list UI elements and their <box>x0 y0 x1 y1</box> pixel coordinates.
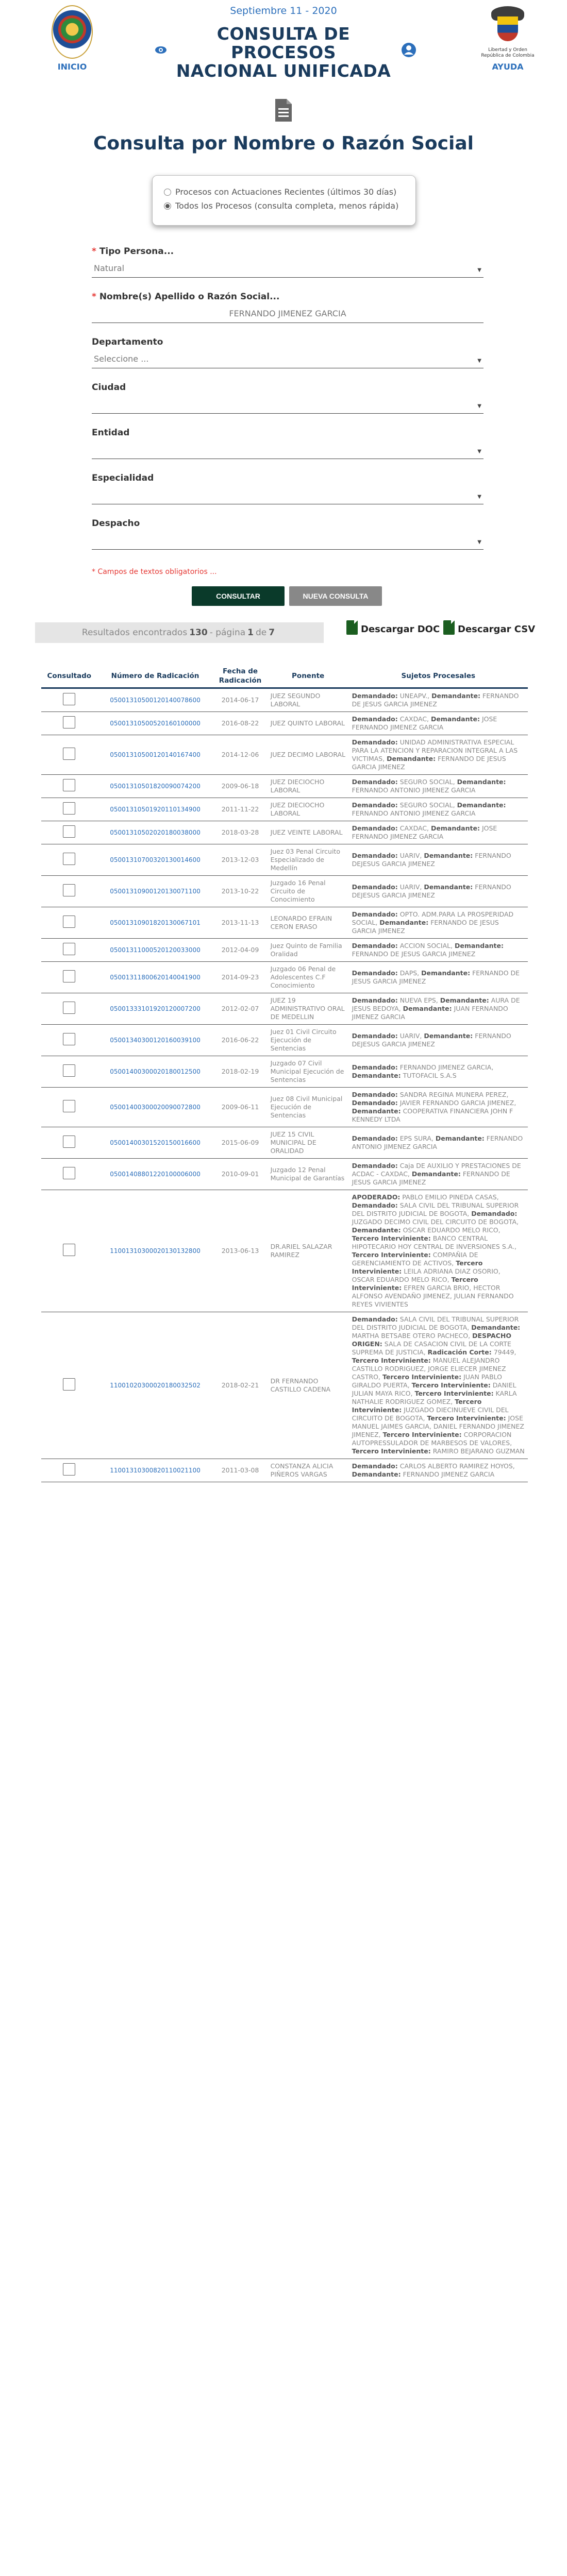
ponente-cell: JUEZ QUINTO LABORAL <box>268 712 349 735</box>
consultado-cell <box>41 939 97 962</box>
option-all[interactable] <box>164 201 415 211</box>
consultado-checkbox[interactable] <box>63 1100 75 1112</box>
option-all-label: Todos los Procesos (consulta completa, menos rápida) <box>175 201 399 211</box>
radicacion-link[interactable]: 11001310300020130132800 <box>97 1190 213 1312</box>
table-header-row <box>41 665 528 688</box>
table-row <box>41 993 528 1025</box>
table-row <box>41 907 528 939</box>
consultado-cell <box>41 1190 97 1312</box>
results-of: de <box>255 628 267 638</box>
csv-file-icon <box>443 620 455 635</box>
table-row <box>41 1127 528 1159</box>
tipo-persona-field <box>92 246 483 292</box>
fecha-cell: 2014-09-23 <box>213 962 267 993</box>
consultado-cell <box>41 1127 97 1159</box>
tipo-persona-label: * Tipo Persona... <box>92 246 174 257</box>
ponente-cell: Juzgado 07 Civil Municipal Ejecución de Sentencias <box>268 1056 349 1088</box>
user-icon[interactable] <box>401 42 416 58</box>
consultado-cell <box>41 1459 97 1482</box>
table-row <box>41 688 528 712</box>
ponente-cell: Juez Quinto de Familia Oralidad <box>268 939 349 962</box>
consultado-cell <box>41 844 97 876</box>
entidad-select[interactable] <box>92 441 483 459</box>
fecha-cell: 2013-12-03 <box>213 844 267 876</box>
ponente-cell: Juzgado 06 Penal de Adolescentes C.F Conocimiento <box>268 962 349 993</box>
sujetos-cell: Demandado: SALA CIVIL DEL TRIBUNAL SUPERIOR DEL DISTRITO JUDICIAL DE BOGOTA, Demandante: MARTHA BETSABE OTERO PACHECO, DESPACHO ORIGEN: SALA DE CASACION CIVIL DE LA CORTE SUPREMA DE JUSTICIA, Radicación Corte: 79449, Tercero Interviniente: MANUEL ALEJANDRO CASTILLO RODRIGUEZ, JORGE ELIECER JIMENEZ CASTRO, Tercero Interviniente: JUAN PABLO GIRALDO PUERTA, Tercero Interviniente: DANIEL JULIAN MAYA RICO, Tercero Interviniente: KARLA NATHALIE RODRIGUEZ GOMEZ, Tercero Interviniente: JUZGADO DIECINUEVE CIVIL DEL CIRCUITO DE BOGOTA, Tercero Interviniente: JOSE MANUEL JAIMES GARCIA, DANIEL FERNANDO JIMENEZ JIMENEZ, Tercero Interviniente: CORPORACION AUTOPRESSULADOR DE MARBESOS DE VALORES, Tercero Interviniente: RAMIRO BEJARANO GUZMAN <box>349 1312 528 1459</box>
despacho-label: Despacho <box>92 518 140 529</box>
sujetos-cell: Demandado: SEGURO SOCIAL, Demandante: FERNANDO ANTONIO JIMENEZ GARCIA <box>349 775 528 798</box>
consultado-checkbox[interactable] <box>63 825 75 838</box>
consultado-cell <box>41 798 97 821</box>
col-ponente: Ponente <box>268 665 349 688</box>
ponente-cell: Juez 08 Civil Municipal Ejecución de Sentencias <box>268 1088 349 1127</box>
consultado-cell <box>41 688 97 712</box>
ciudad-select[interactable] <box>92 396 483 414</box>
fecha-cell: 2013-10-22 <box>213 876 267 907</box>
especialidad-field <box>92 473 483 518</box>
sujetos-cell: Demandado: NUEVA EPS, Demandante: AURA DE JESUS BEDOYA, Demandante: JUAN FERNANDO JIMENEZ GARCIA <box>349 993 528 1025</box>
sujetos-cell: Demandado: UNEAPV., Demandante: FERNANDO DE JESUS GARCIA JIMENEZ <box>349 688 528 712</box>
consultado-cell <box>41 735 97 775</box>
title-line-3: NACIONAL UNIFICADA <box>176 61 391 81</box>
ciudad-field <box>92 382 483 428</box>
radicacion-link[interactable]: 05001310901820130067101 <box>97 907 213 939</box>
fecha-cell: 2011-03-08 <box>213 1459 267 1482</box>
radicacion-link[interactable]: 05001400300020180012500 <box>97 1056 213 1088</box>
option-recent-label: Procesos con Actuaciones Recientes (últimos 30 días) <box>175 187 397 197</box>
fecha-cell: 2018-02-21 <box>213 1312 267 1459</box>
ponente-cell: JUEZ DIECIOCHO LABORAL <box>268 798 349 821</box>
consultado-cell <box>41 1056 97 1088</box>
sujetos-cell: Demandado: CAXDAC, Demandante: JOSE FERNANDO JIMENEZ GARCIA <box>349 821 528 844</box>
page-title: Consulta por Nombre o Razón Social <box>93 133 474 154</box>
sujetos-cell: Demandado: SEGURO SOCIAL, Demandante: FERNANDO ANTONIO JIMENEZ GARCIA <box>349 798 528 821</box>
especialidad-label: Especialidad <box>92 473 154 483</box>
fecha-cell: 2016-06-22 <box>213 1025 267 1056</box>
option-recent[interactable] <box>164 187 415 197</box>
departamento-select[interactable] <box>92 350 483 368</box>
consultado-checkbox[interactable] <box>63 693 75 705</box>
sujetos-cell: Demandado: ACCION SOCIAL, Demandante: FERNANDO DE JESUS GARCIA JIMENEZ <box>349 939 528 962</box>
sujetos-cell: Demandado: Caja DE AUXILIO Y PRESTACIONES DE ACDAC - CAXDAC, Demandante: FERNANDO DE JESUS GARCIA JIMENEZ <box>349 1159 528 1190</box>
consultado-checkbox[interactable] <box>63 970 75 982</box>
inicio-label[interactable]: INICIO <box>57 62 87 72</box>
departamento-label: Departamento <box>92 337 163 347</box>
consultado-cell <box>41 907 97 939</box>
download-csv-button[interactable] <box>443 620 535 635</box>
fecha-cell: 2013-11-13 <box>213 907 267 939</box>
sujetos-cell: Demandado: FERNANDO JIMENEZ GARCIA, Demandante: TUTOFACIL S.A.S <box>349 1056 528 1088</box>
table-row <box>41 1088 528 1127</box>
table-row <box>41 876 528 907</box>
radicacion-link[interactable]: 05001310900120130071100 <box>97 876 213 907</box>
sujetos-cell: Demandado: OPTO. ADM.PARA LA PROSPERIDAD SOCIAL, Demandante: FERNANDO DE JESUS GARCIA JIMENEZ <box>349 907 528 939</box>
radicacion-link[interactable]: 05001310500120140167400 <box>97 735 213 775</box>
header <box>0 0 567 90</box>
ayuda-label[interactable]: AYUDA <box>492 62 524 72</box>
required-note: * Campos de textos obligatorios ... <box>92 568 217 576</box>
col-sujetos: Sujetos Procesales <box>349 665 528 688</box>
document-icon <box>274 98 293 123</box>
fecha-cell: 2011-11-22 <box>213 798 267 821</box>
nombre-label: * Nombre(s) Apellido o Razón Social... <box>92 292 280 302</box>
fecha-cell: 2012-04-09 <box>213 939 267 962</box>
table-row <box>41 1159 528 1190</box>
consultado-checkbox[interactable] <box>63 943 75 955</box>
search-type-options <box>152 175 416 226</box>
radio-all[interactable] <box>164 202 171 210</box>
ponente-cell: JUEZ VEINTE LABORAL <box>268 821 349 844</box>
radicacion-link[interactable]: 05001310502020180038000 <box>97 821 213 844</box>
tipo-persona-value: Natural <box>94 263 125 273</box>
radicacion-link[interactable]: 05001408801220100006000 <box>97 1159 213 1190</box>
results-current-page: 1 <box>247 628 254 638</box>
sujetos-cell: Demandado: SANDRA REGINA MUNERA PEREZ, Demandado: JAVIER FERNANDO GARCIA JIMENEZ, Demandante: COOPERATIVA FINANCIERA JOHN F KENNEDY LTDA <box>349 1088 528 1127</box>
table-row <box>41 775 528 798</box>
ponente-cell: DR.ARIEL SALAZAR RAMIREZ <box>268 1190 349 1312</box>
ponente-cell: JUEZ 19 ADMINISTRATIVO ORAL DE MEDELLIN <box>268 993 349 1025</box>
eye-icon[interactable] <box>155 45 167 55</box>
radicacion-link[interactable]: 05001310700320130014600 <box>97 844 213 876</box>
radicacion-link[interactable]: 05001400301520150016600 <box>97 1127 213 1159</box>
ponente-cell: Juez 03 Penal Circuito Especializado de Medellín <box>268 844 349 876</box>
consultar-button[interactable]: CONSULTAR <box>192 586 285 606</box>
table-row <box>41 939 528 962</box>
consultado-cell <box>41 1312 97 1459</box>
table-row <box>41 844 528 876</box>
fecha-cell: 2012-02-07 <box>213 993 267 1025</box>
ponente-cell: Juzgado 16 Penal Circuito de Conocimiento <box>268 876 349 907</box>
consultado-cell <box>41 821 97 844</box>
table-row <box>41 712 528 735</box>
colombia-shield-icon <box>491 6 524 47</box>
consultado-checkbox[interactable] <box>63 1167 75 1179</box>
current-date: Septiembre 11 - 2020 <box>230 5 337 16</box>
fecha-cell: 2013-06-13 <box>213 1190 267 1312</box>
results-prefix: Resultados encontrados <box>81 628 188 638</box>
radicacion-link[interactable]: 05001311800620140041900 <box>97 962 213 993</box>
consultado-checkbox[interactable] <box>63 1136 75 1148</box>
consultado-checkbox[interactable] <box>63 916 75 928</box>
table-row <box>41 962 528 993</box>
consultado-cell <box>41 993 97 1025</box>
consultado-checkbox[interactable] <box>63 716 75 728</box>
consultado-cell <box>41 1088 97 1127</box>
consultado-checkbox[interactable] <box>63 748 75 760</box>
radicacion-link[interactable]: 05001333101920120007200 <box>97 993 213 1025</box>
radicacion-link[interactable]: 11001020300020180032502 <box>97 1312 213 1459</box>
consultado-checkbox[interactable] <box>63 1463 75 1476</box>
consultado-cell <box>41 712 97 735</box>
radicacion-link[interactable]: 05001310501920110134900 <box>97 798 213 821</box>
consultado-checkbox[interactable] <box>63 884 75 896</box>
despacho-select[interactable] <box>92 532 483 550</box>
radicacion-link[interactable]: 11001310300820110021100 <box>97 1459 213 1482</box>
consultado-checkbox[interactable] <box>63 779 75 791</box>
consultado-checkbox[interactable] <box>63 1244 75 1256</box>
table-row <box>41 1056 528 1088</box>
fecha-cell: 2010-09-01 <box>213 1159 267 1190</box>
fecha-cell: 2009-06-11 <box>213 1088 267 1127</box>
download-csv-label: Descargar CSV <box>458 624 536 635</box>
ponente-cell: JUEZ DIECIOCHO LABORAL <box>268 775 349 798</box>
fecha-cell: 2015-06-09 <box>213 1127 267 1159</box>
nueva-consulta-button[interactable]: NUEVA CONSULTA <box>289 586 382 606</box>
consultado-checkbox[interactable] <box>63 1064 75 1077</box>
consultado-cell <box>41 1025 97 1056</box>
radicacion-link[interactable]: 05001310501820090074200 <box>97 775 213 798</box>
sujetos-cell: APODERADO: PABLO EMILIO PINEDA CASAS, Demandado: SALA CIVIL DEL TRIBUNAL SUPERIOR DEL DISTRITO JUDICIAL DE BOGOTA, Demandado: JUZGADO DECIMO CIVIL DEL CIRCUITO DE BOGOTA, Demandante: OSCAR EDUARDO MELO RICO, Tercero Interviniente: BANCO CENTRAL HIPOTECARIO HOY CENTRAL DE INVERSIONES S.A., Tercero Interviniente: COMPAÑIA DE GERENCIAMIENTO DE ACTIVOS, Tercero Interviniente: LEILA ADRIANA DIAZ OSORIO, OSCAR EDUARDO MELO RICO, Tercero Interviniente: EFREN GARCIA BRIO, HECTOR ALFONSO AVENDAÑO JIMENEZ, JULIAN FERNANDO REYES VIVIENTES <box>349 1190 528 1312</box>
sujetos-cell: Demandado: UARIV, Demandante: FERNANDO DEJESUS GARCIA JIMENEZ <box>349 844 528 876</box>
chevron-down-icon: ▼ <box>477 494 481 500</box>
col-consultado: Consultado <box>41 665 97 688</box>
nombre-input[interactable]: FERNANDO JIMENEZ GARCIA <box>92 305 483 323</box>
fecha-cell: 2016-08-22 <box>213 712 267 735</box>
ponente-cell: CONSTANZA ALICIA PIÑEROS VARGAS <box>268 1459 349 1482</box>
table-row <box>41 798 528 821</box>
doc-file-icon <box>346 620 358 635</box>
ponente-cell: JUEZ SEGUNDO LABORAL <box>268 688 349 712</box>
consultado-cell <box>41 962 97 993</box>
table-row <box>41 1190 528 1312</box>
especialidad-select[interactable] <box>92 486 483 504</box>
results-page-label: - página <box>209 628 246 638</box>
fecha-cell: 2014-06-17 <box>213 688 267 712</box>
consultado-cell <box>41 876 97 907</box>
sujetos-cell: Demandado: EPS SURA, Demandante: FERNANDO ANTONIO JIMENEZ GARCIA <box>349 1127 528 1159</box>
results-summary <box>35 622 324 643</box>
consultado-checkbox[interactable] <box>63 853 75 865</box>
ponente-cell: LEONARDO EFRAIN CERON ERASO <box>268 907 349 939</box>
search-form <box>92 246 483 564</box>
results-count: 130 <box>189 628 208 638</box>
radio-recent[interactable] <box>164 189 171 196</box>
ponente-cell: JUEZ 15 CIVIL MUNICIPAL DE ORALIDAD <box>268 1127 349 1159</box>
consultado-cell <box>41 1159 97 1190</box>
sujetos-cell: Demandado: CARLOS ALBERTO RAMIREZ HOYOS, Demandante: FERNANDO JIMENEZ GARCIA <box>349 1459 528 1482</box>
sujetos-cell: Demandado: CAXDAC, Demandante: JOSE FERNANDO JIMENEZ GARCIA <box>349 712 528 735</box>
chevron-down-icon: ▼ <box>477 449 481 454</box>
consultado-checkbox[interactable] <box>63 802 75 815</box>
departamento-value: Seleccione ... <box>94 354 149 364</box>
radicacion-link[interactable]: 05001310500120140078600 <box>97 688 213 712</box>
ponente-cell: DR FERNANDO CASTILLO CADENA <box>268 1312 349 1459</box>
sujetos-cell: Demandado: UARIV, Demandante: FERNANDO DEJESUS GARCIA JIMENEZ <box>349 1025 528 1056</box>
consultado-checkbox[interactable] <box>63 1378 75 1391</box>
nombre-field <box>92 292 483 337</box>
results-table <box>41 665 528 1482</box>
radicacion-link[interactable]: 05001400300020090072800 <box>97 1088 213 1127</box>
title-line-1: CONSULTA DE <box>216 24 351 44</box>
departamento-field <box>92 337 483 382</box>
col-fecha: Fecha de Radicación <box>213 665 267 688</box>
col-radicacion: Número de Radicación <box>97 665 213 688</box>
download-doc-button[interactable] <box>346 620 440 635</box>
ponente-cell: Juez 01 Civil Circuito Ejecución de Sentencias <box>268 1025 349 1056</box>
fecha-cell: 2018-02-19 <box>213 1056 267 1088</box>
radicacion-link[interactable]: 05001310500520160100000 <box>97 712 213 735</box>
entidad-label: Entidad <box>92 428 130 438</box>
fecha-cell: 2018-03-28 <box>213 821 267 844</box>
sujetos-cell: Demandado: DAPS, Demandante: FERNANDO DE JESUS GARCIA JIMENEZ <box>349 962 528 993</box>
despacho-field <box>92 518 483 564</box>
shield-caption: Libertad y Orden República de Colombia <box>481 47 535 58</box>
chevron-down-icon: ▼ <box>477 403 481 409</box>
download-doc-label: Descargar DOC <box>361 624 440 635</box>
table-row <box>41 735 528 775</box>
consultado-cell <box>41 775 97 798</box>
title-line-2: PROCESOS <box>231 42 336 62</box>
sujetos-cell: Demandado: UNIDAD ADMINISTRATIVA ESPECIAL PARA LA ATENCION Y REPARACION INTEGRAL A LAS VICTIMAS, Demandante: FERNANDO DE JESUS GARCIA JIMENEZ <box>349 735 528 775</box>
chevron-down-icon: ▼ <box>477 358 481 364</box>
chevron-down-icon: ▼ <box>477 267 481 273</box>
table-row <box>41 1459 528 1482</box>
ciudad-label: Ciudad <box>92 382 126 393</box>
help-link[interactable] <box>479 6 536 72</box>
tipo-persona-select[interactable] <box>92 260 483 278</box>
consultado-checkbox[interactable] <box>63 1002 75 1014</box>
ponente-cell: Juzgado 12 Penal Municipal de Garantías <box>268 1159 349 1190</box>
radicacion-link[interactable]: 05001311000520120033000 <box>97 939 213 962</box>
entidad-field <box>92 428 483 473</box>
results-total-pages: 7 <box>269 628 275 638</box>
ponente-cell: JUEZ DECIMO LABORAL <box>268 735 349 775</box>
consultado-checkbox[interactable] <box>63 1033 75 1045</box>
table-row <box>41 821 528 844</box>
fecha-cell: 2014-12-06 <box>213 735 267 775</box>
table-row <box>41 1312 528 1459</box>
chevron-down-icon: ▼ <box>477 539 481 545</box>
results-table-body <box>41 688 528 1482</box>
table-row <box>41 1025 528 1056</box>
sujetos-cell: Demandado: UARIV, Demandante: FERNANDO DEJESUS GARCIA JIMENEZ <box>349 876 528 907</box>
fecha-cell: 2009-06-18 <box>213 775 267 798</box>
radicacion-link[interactable]: 05001340300120160039100 <box>97 1025 213 1056</box>
